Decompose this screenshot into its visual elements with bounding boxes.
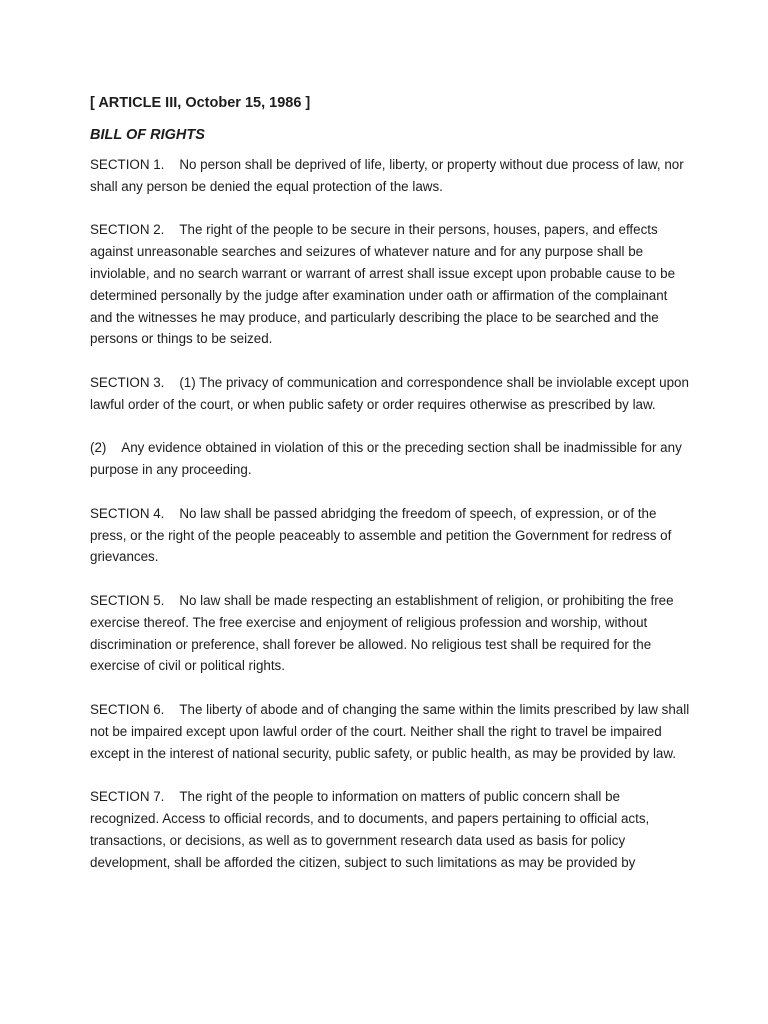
section-text: (1) The privacy of communication and correspondence shall be inviolable except upon lawful order of the court, or when public safety or order requires otherwise as prescribed by law. — [90, 374, 689, 412]
section-label: (2) — [90, 440, 107, 456]
section-7-paragraph — [90, 786, 690, 873]
section-text: No law shall be passed abridging the freedom of speech, of expression, or of the press, or the right of the people peaceably to assemble and petition the Government for redress of grievances. — [90, 505, 672, 565]
document-page — [90, 91, 690, 873]
section-1-paragraph — [90, 154, 690, 198]
section-text: No person shall be deprived of life, liberty, or property without due process of law, nor shall any person be denied the equal protection of the laws. — [90, 157, 684, 194]
section-text: Any evidence obtained in violation of this or the preceding section shall be inadmissible for any purpose in any proceeding. — [90, 440, 682, 478]
section-label: SECTION 2. — [90, 222, 165, 238]
section-6-paragraph — [90, 699, 690, 764]
section-label: SECTION 5. — [90, 592, 165, 608]
section-5-paragraph — [90, 590, 690, 677]
section-label: SECTION 7. — [90, 789, 165, 805]
section-label: SECTION 1. — [90, 157, 165, 172]
bill-of-rights-title: BILL OF RIGHTS — [90, 127, 205, 143]
section-label: SECTION 4. — [90, 505, 165, 521]
article-heading: [ ARTICLE III, October 15, 1986 ] — [90, 95, 311, 111]
section-3-paragraph — [90, 372, 690, 416]
section-label: SECTION 6. — [90, 701, 165, 717]
section-3-2-paragraph — [90, 437, 690, 481]
section-2-paragraph — [90, 219, 690, 350]
section-text: The right of the people to information on matters of public concern shall be recognized. Access to official records, and to documents, and papers pertaining to official acts, transactions, or decisions, as well as to government research data used as basis for policy development, shall be afforded the citizen, subject to such limitations as may be provided by — [90, 789, 650, 870]
section-text: The liberty of abode and of changing the same within the limits prescribed by law shall not be impaired except upon lawful order of the court. Neither shall the right to travel be impaired except in the interest of national security, public safety, or public health, as may be provided by law. — [90, 701, 690, 761]
section-label: SECTION 3. — [90, 374, 165, 390]
section-text: No law shall be made respecting an establishment of religion, or prohibiting the free exercise thereof. The free exercise and enjoyment of religious profession and worship, without discrimination or preference, shall forever be allowed. No religious test shall be required for the exercise of civil or political rights. — [90, 592, 674, 674]
section-4-paragraph — [90, 503, 690, 568]
section-text: The right of the people to be secure in their persons, houses, papers, and effects against unreasonable searches and seizures of whatever nature and for any purpose shall be inviolable, and no search warrant or warrant of arrest shall issue except upon probable cause to be determined personally by the judge after examination under oath or affirmation of the complainant and the witnesses he may produce, and particularly describing the place to be searched and the persons or things to be seized. — [90, 222, 676, 347]
